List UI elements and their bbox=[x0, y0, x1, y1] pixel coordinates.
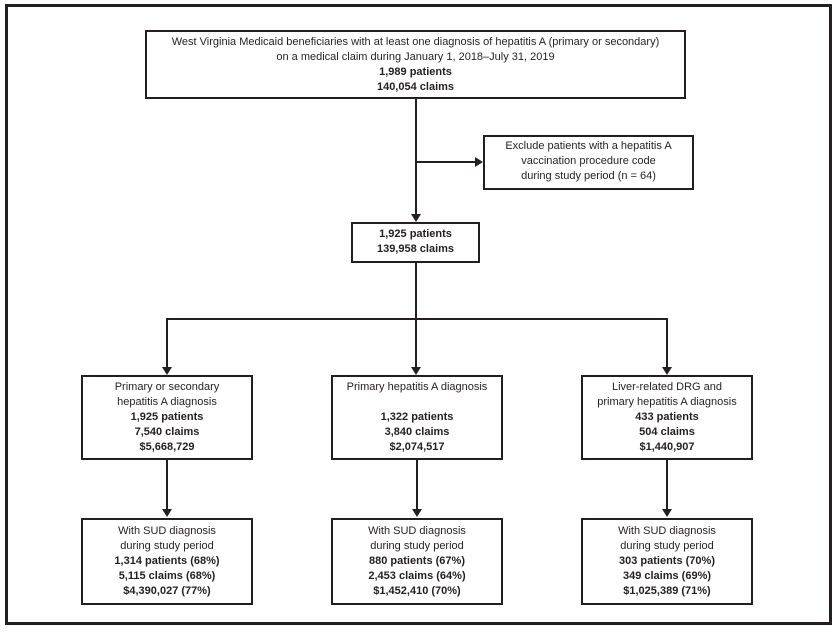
arrowhead-to-sud-middle bbox=[412, 509, 422, 517]
sud-middle-patients: 880 patients (67%) bbox=[369, 555, 465, 567]
arrowhead-to-branch-middle bbox=[411, 367, 421, 375]
connector-root-to-filtered bbox=[415, 99, 417, 214]
connector-to-sud-right bbox=[666, 460, 668, 509]
branch-middle-patients: 1,322 patients bbox=[380, 411, 454, 423]
sud-middle-cost: $1,452,410 (70%) bbox=[373, 585, 461, 597]
connector-to-branch-right bbox=[666, 318, 668, 367]
sud-middle-title-1: With SUD diagnosis bbox=[368, 525, 466, 537]
arrowhead-to-sud-left bbox=[162, 509, 172, 517]
node-root-patients: 1,989 patients bbox=[379, 66, 452, 78]
sud-right-title-2: during study period bbox=[620, 540, 714, 552]
branch-left-cost: $5,668,729 bbox=[139, 441, 195, 453]
node-root-line-1: West Virginia Medicaid beneficiaries with at least one diagnosis of hepatitis A (primary or secondary) bbox=[171, 36, 660, 48]
arrowhead-to-sud-right bbox=[662, 509, 672, 517]
branch-left-claims: 7,540 claims bbox=[134, 426, 200, 438]
arrowhead-to-filtered bbox=[411, 214, 421, 222]
node-sud-left bbox=[81, 518, 253, 605]
node-branch-right bbox=[581, 375, 753, 460]
node-exclude-line-1: Exclude patients with a hepatitis A bbox=[505, 140, 672, 152]
branch-right-title-1: Liver-related DRG and bbox=[611, 381, 723, 393]
sud-left-patients: 1,314 patients (68%) bbox=[114, 555, 220, 567]
node-exclude-line-3: during study period (n = 64) bbox=[521, 170, 656, 182]
connector-to-exclude bbox=[416, 161, 475, 163]
branch-middle-cost: $2,074,517 bbox=[389, 441, 445, 453]
sud-right-patients: 303 patients (70%) bbox=[619, 555, 715, 567]
node-root bbox=[145, 30, 686, 99]
sud-right-cost: $1,025,389 (71%) bbox=[623, 585, 711, 597]
node-filtered bbox=[351, 222, 480, 263]
sud-right-title-1: With SUD diagnosis bbox=[618, 525, 716, 537]
node-root-line-2: on a medical claim during January 1, 2018–July 31, 2019 bbox=[276, 51, 555, 63]
connector-filtered-to-distributor bbox=[415, 263, 417, 319]
branch-left-patients: 1,925 patients bbox=[130, 411, 204, 423]
connector-to-sud-middle bbox=[416, 460, 418, 509]
connector-to-sud-left bbox=[166, 460, 168, 509]
node-filtered-claims: 139,958 claims bbox=[376, 243, 455, 255]
sud-left-cost: $4,390,027 (77%) bbox=[123, 585, 211, 597]
branch-right-cost: $1,440,907 bbox=[639, 441, 695, 453]
branch-middle-title-1: Primary hepatitis A diagnosis bbox=[346, 381, 488, 393]
node-branch-left bbox=[81, 375, 253, 460]
arrowhead-to-branch-right bbox=[662, 367, 672, 375]
sud-right-claims: 349 claims (69%) bbox=[622, 570, 712, 582]
branch-left-title-1: Primary or secondary bbox=[114, 381, 220, 393]
node-branch-middle bbox=[331, 375, 503, 460]
node-sud-right bbox=[581, 518, 753, 605]
branch-left-title-2: hepatitis A diagnosis bbox=[117, 396, 217, 408]
node-sud-middle bbox=[331, 518, 503, 605]
connector-to-branch-left bbox=[166, 318, 168, 367]
node-root-claims: 140,054 claims bbox=[376, 81, 455, 93]
sud-left-title-2: during study period bbox=[120, 540, 214, 552]
arrowhead-to-exclude bbox=[475, 157, 483, 167]
sud-left-claims: 5,115 claims (68%) bbox=[118, 570, 216, 582]
sud-middle-claims: 2,453 claims (64%) bbox=[368, 570, 466, 582]
node-exclude bbox=[483, 135, 694, 190]
sud-middle-title-2: during study period bbox=[370, 540, 464, 552]
node-exclude-line-2: vaccination procedure code bbox=[521, 155, 656, 167]
branch-right-patients: 433 patients bbox=[635, 411, 699, 423]
branch-right-title-2: primary hepatitis A diagnosis bbox=[597, 396, 737, 408]
distributor-line bbox=[166, 318, 668, 320]
connector-to-branch-middle bbox=[415, 318, 417, 367]
branch-middle-claims: 3,840 claims bbox=[384, 426, 450, 438]
arrowhead-to-branch-left bbox=[162, 367, 172, 375]
sud-left-title-1: With SUD diagnosis bbox=[118, 525, 216, 537]
node-filtered-patients: 1,925 patients bbox=[379, 228, 452, 240]
branch-right-claims: 504 claims bbox=[639, 426, 695, 438]
